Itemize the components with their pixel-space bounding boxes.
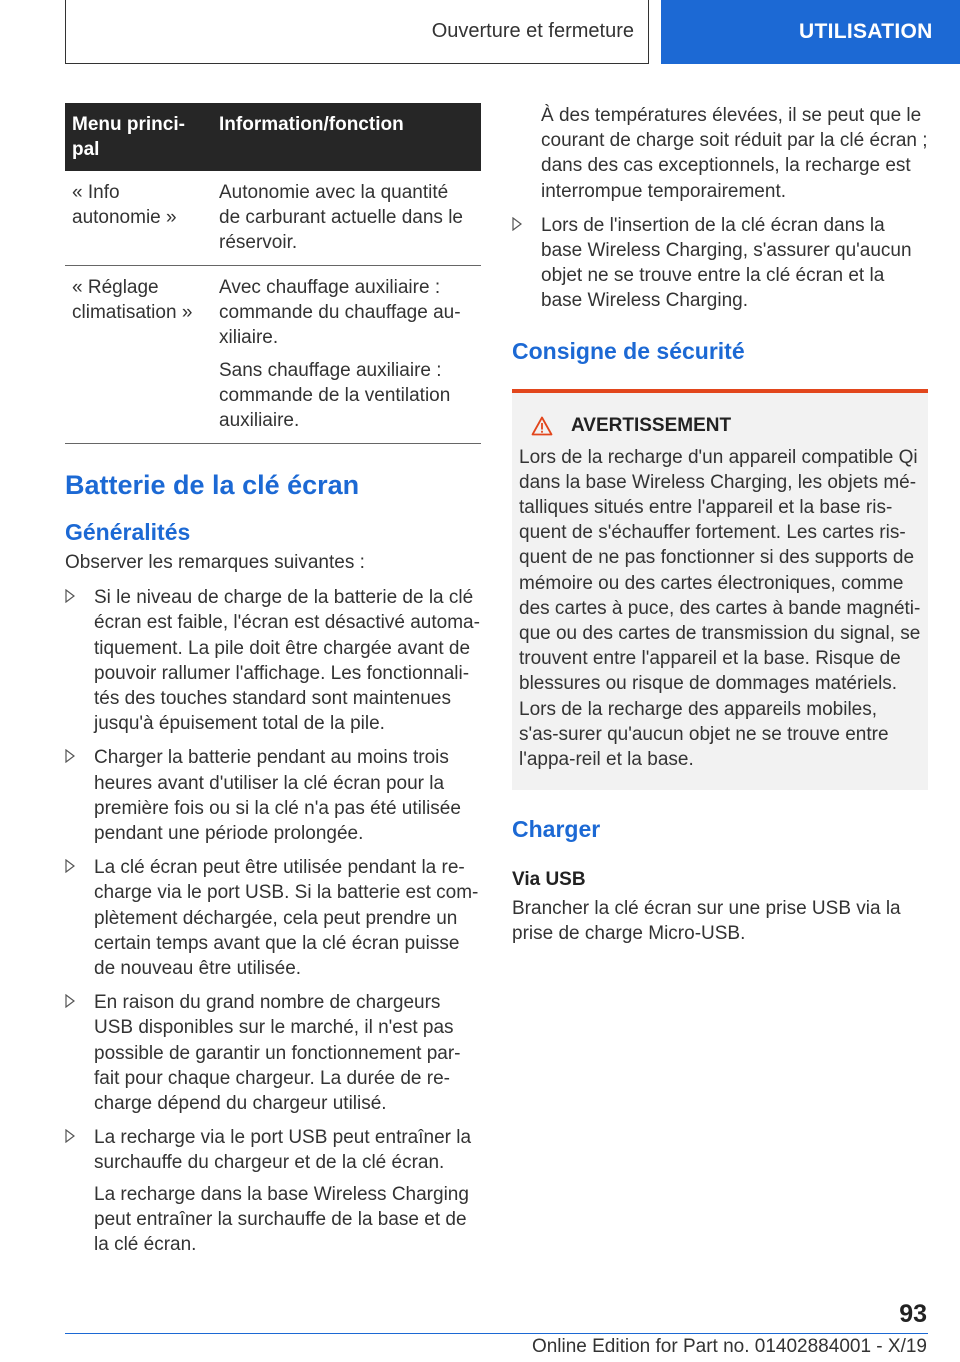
warning-text: Lors de la recharge d'un appareil compatible Qi dans la base Wireless Charging, les objets mé-talliques situés entre l'appareil et la base ris-quent de s'échauffer fortement. Les cartes ris-quent de ne pas fonctionner si des supports de mémoire ou des cartes électroniques, comme des cartes à puce, des cartes à bande magnéti-que ou des cartes de transmission du signal, se trouvent entre l'appareil et la base. Risque de blessures ou risque de dommages matériels. Lors de la recharge des appareils mobiles, s'as-surer qu'aucun objet ne se trouve entre l'appa-reil et la base. — [519, 446, 921, 771]
right-column — [512, 103, 928, 947]
bullet-text: En raison du grand nombre de chargeurs USB disponibles sur le marché, il n'est pas possible de garantir un fonctionnement par-fait pour chaque chargeur. La durée de re-charge dépend du chargeur utilisé. — [94, 992, 461, 1115]
list-item — [65, 585, 481, 736]
menu-item-text: « Réglage climatisation » — [72, 277, 193, 323]
general-subtitle: Généralités — [65, 519, 191, 545]
list-item — [512, 213, 928, 314]
table-row — [65, 266, 481, 444]
list-item — [65, 855, 481, 981]
triangle-right-outline-icon — [65, 749, 75, 763]
footer-divider — [65, 1333, 928, 1334]
continued-text: À des températures élevées, il se peut que le courant de charge soit réduit par la clé écran ; dans des cas exceptionnels, la recharge est interrompue temporairement. — [541, 105, 928, 202]
triangle-right-outline-icon — [65, 859, 75, 873]
triangle-right-outline-icon — [65, 994, 75, 1008]
list-item — [65, 1125, 481, 1257]
page-number: 93 — [899, 1300, 927, 1328]
bullet-text: La recharge dans la base Wireless Charging peut entraîner la surchauffe de la base et de la clé écran. — [94, 1183, 469, 1256]
battery-bullet-list — [65, 585, 481, 1257]
triangle-right-outline-icon — [65, 589, 75, 603]
triangle-right-outline-icon — [512, 217, 522, 231]
chapter-header — [65, 0, 649, 64]
battery-section-title: Batterie de la clé écran — [65, 470, 360, 500]
safety-title: Consigne de sécurité — [512, 337, 745, 364]
menu-table — [65, 103, 481, 444]
table-cell-info — [212, 171, 481, 266]
section-tab — [661, 0, 960, 64]
warning-header — [519, 415, 921, 437]
section-title: UTILISATION — [799, 20, 933, 43]
table-header-info: Information/fonction — [212, 103, 481, 171]
bullet-text: Lors de l'insertion de la clé écran dans la base Wireless Charging, s'assurer qu'aucun objet ne se trouve entre la clé écran et la base Wireless Charging. — [541, 214, 912, 312]
bullet-text: La clé écran peut être utilisée pendant la re-charge via le port USB. Si la batterie est com-plètement déchargée, cela peut prendre un certain temps avant que la clé écran puisse de nouveau être utilisée. — [94, 857, 479, 980]
bullet-text: La recharge via le port USB peut entraîner la surchauffe du chargeur et de la clé écran. — [94, 1127, 472, 1174]
list-item — [65, 745, 481, 846]
charge-title: Charger — [512, 816, 601, 843]
table-cell-menu — [65, 171, 212, 266]
warning-triangle-icon — [531, 416, 553, 436]
table-cell-info — [212, 266, 481, 444]
info-text: Sans chauffage auxiliaire : commande de la ventilation auxiliaire. — [219, 360, 451, 431]
bullet-text: Si le niveau de charge de la batterie de la clé écran est faible, l'écran est désactivé automa-tiquement. La pile doit être chargée avant de pouvoir rallumer l'affichage. Les fonctionnali-tés des touches standard sont maintenues jusqu'à épuisement total de la pile. — [94, 587, 480, 735]
table-row — [65, 171, 481, 266]
table-header-row — [65, 103, 481, 171]
table-header-menu: Menu princi-pal — [65, 103, 212, 171]
usb-text: Brancher la clé écran sur une prise USB via la prise de charge Micro-USB. — [512, 898, 901, 945]
warning-box — [512, 389, 928, 791]
warning-label: AVERTISSEMENT — [571, 414, 732, 436]
usb-subtitle: Via USB — [512, 869, 586, 891]
list-item — [65, 990, 481, 1116]
bullet-text: Charger la batterie pendant au moins trois heures avant d'utiliser la clé écran pour la première fois ou si la clé n'a pas été utilisée pendant une période prolongée. — [94, 747, 461, 845]
menu-item-text: « Info autonomie » — [72, 182, 177, 228]
chapter-title: Ouverture et fermeture — [431, 20, 634, 42]
edition-text: Online Edition for Part no. 01402884001 - X/19 — [531, 1336, 927, 1357]
intro-text: Observer les remarques suivantes : — [65, 552, 365, 573]
list-item — [512, 103, 928, 204]
left-column — [65, 103, 481, 1257]
triangle-right-outline-icon — [65, 1129, 75, 1143]
table-cell-menu — [65, 266, 212, 444]
continued-list — [512, 103, 928, 314]
info-text: Avec chauffage auxiliaire : commande du chauffage au-xiliaire. — [219, 277, 461, 348]
info-text: Autonomie avec la quantité de carburant actuelle dans le réservoir. — [219, 182, 463, 253]
